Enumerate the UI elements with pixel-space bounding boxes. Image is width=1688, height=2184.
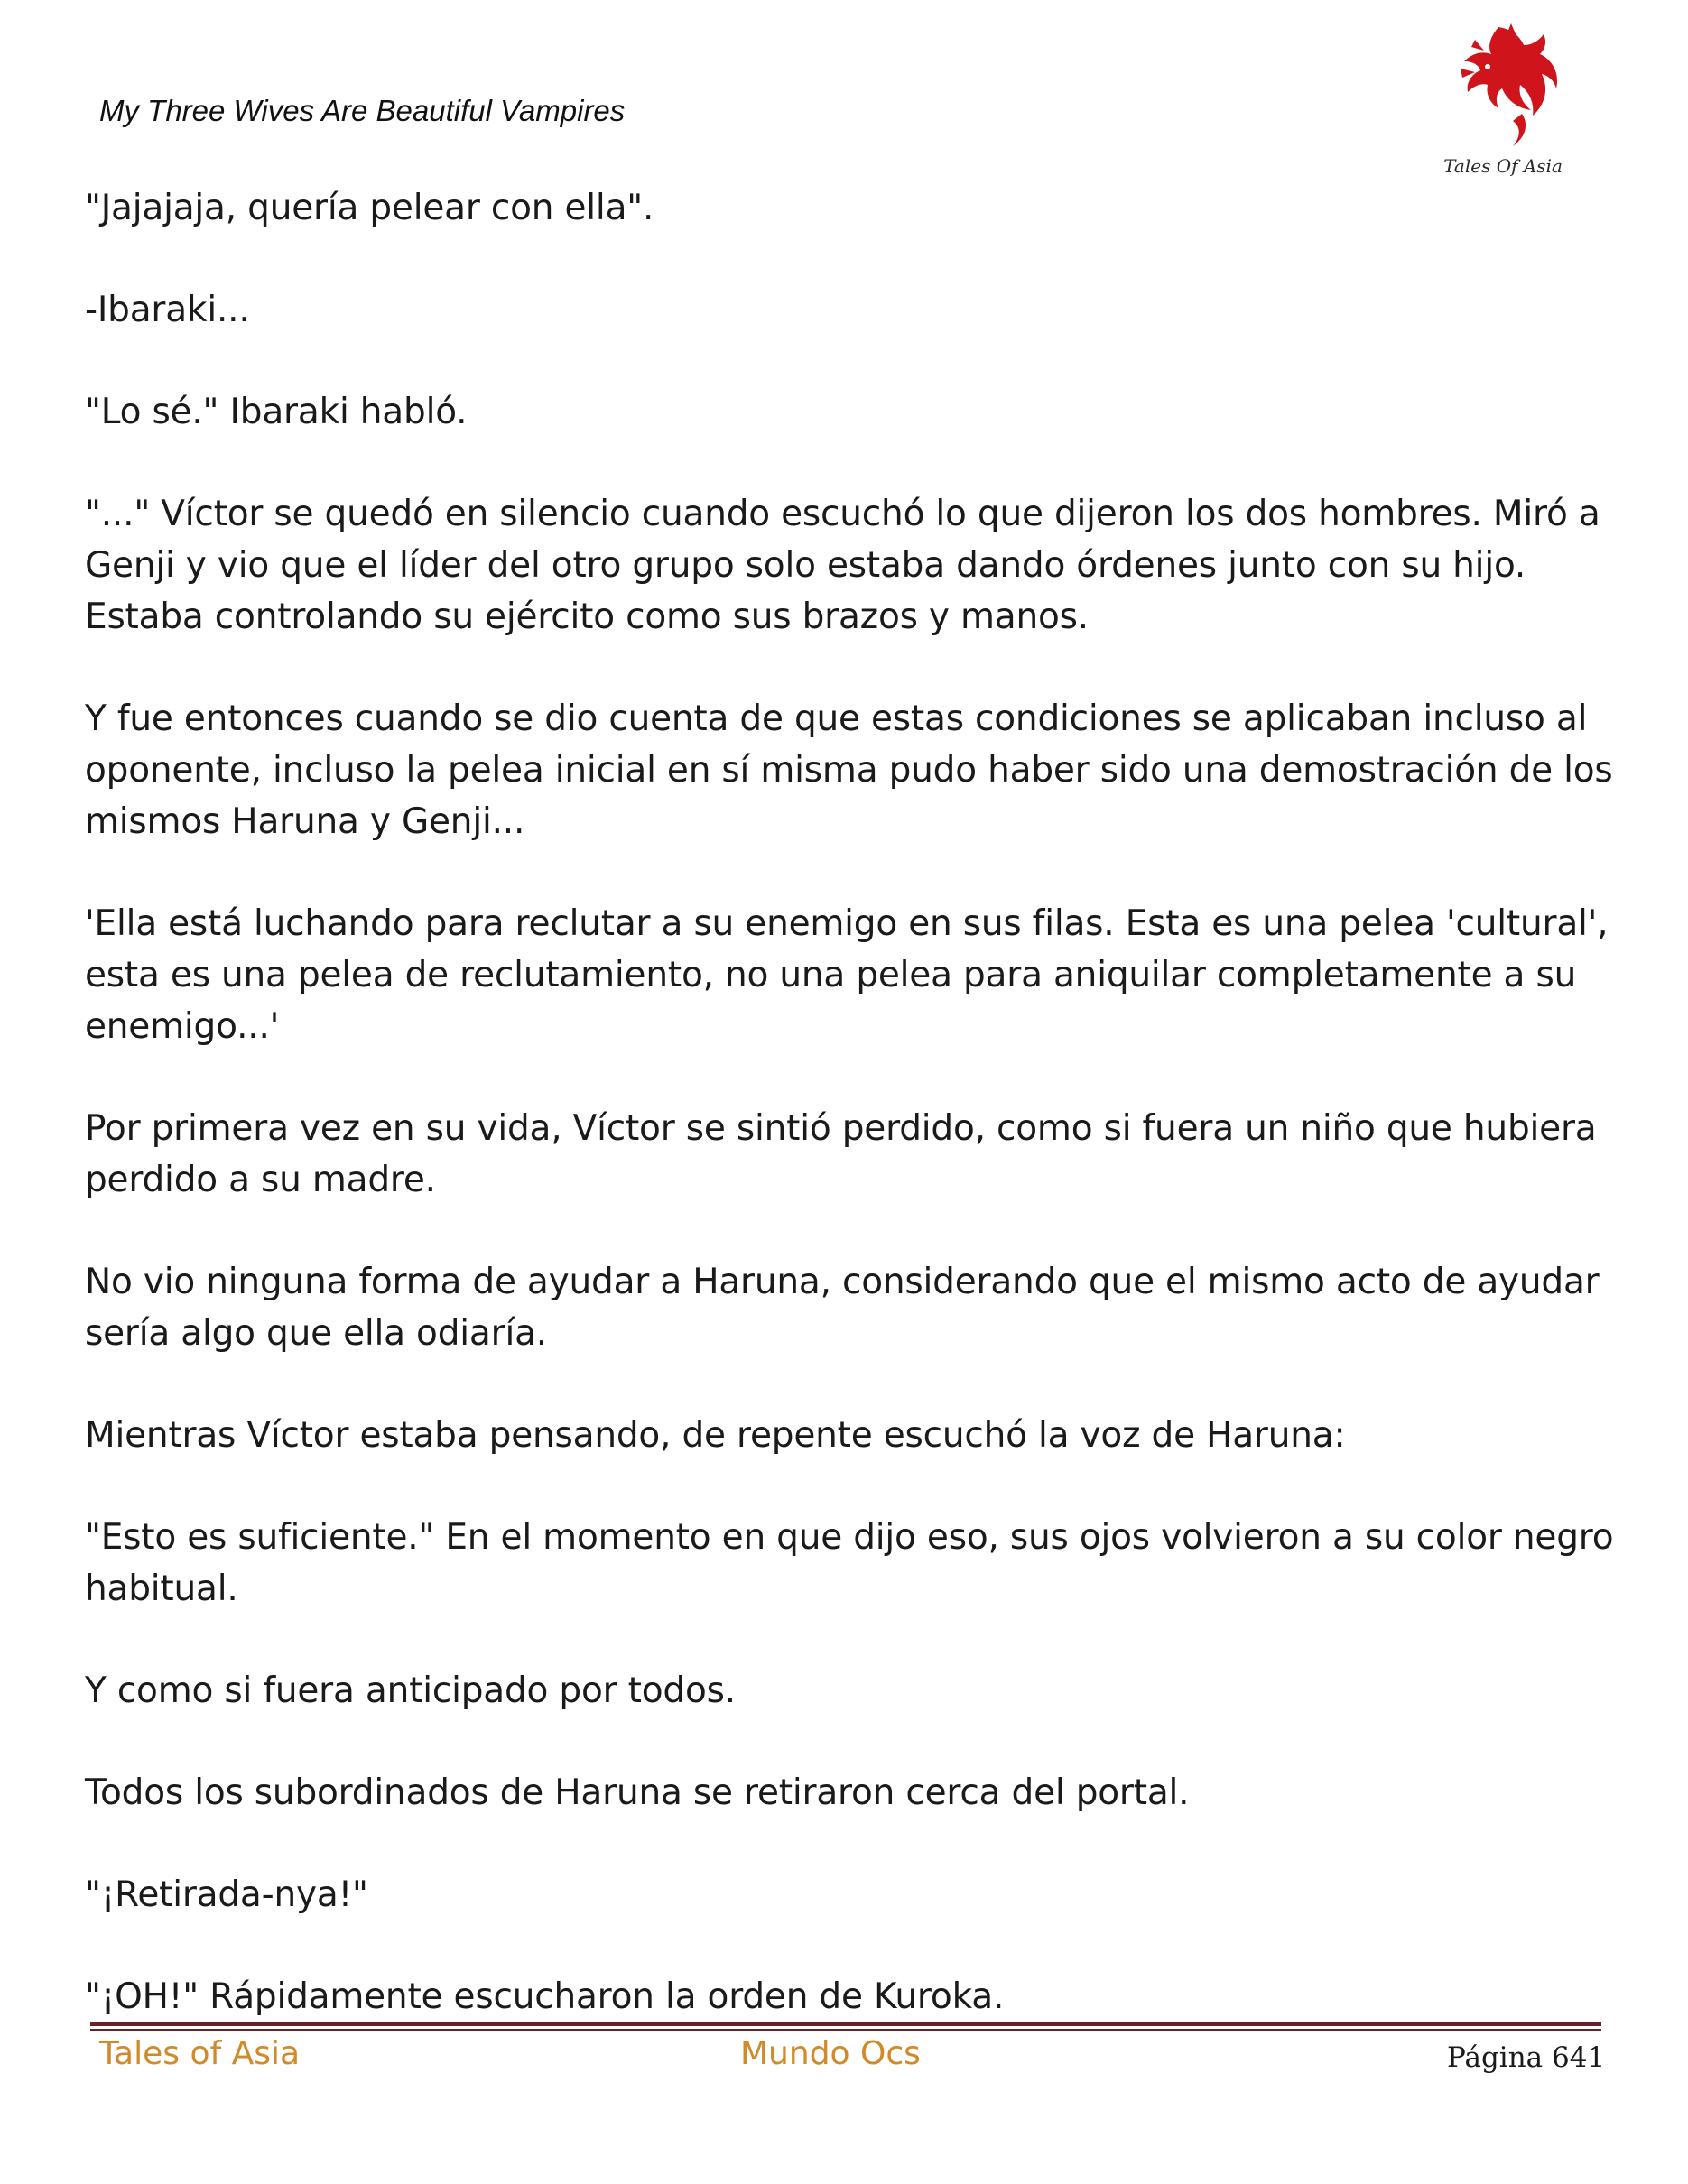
text-line: Mientras Víctor estaba pensando, de repente escuchó la voz de Haruna: bbox=[85, 1415, 1346, 1456]
paragraph bbox=[85, 898, 1619, 1052]
paragraph bbox=[85, 1103, 1619, 1206]
red-dragon-icon bbox=[1435, 20, 1571, 155]
text-line: esta es una pelea de reclutamiento, no una pelea para aniquilar completamente a su bbox=[85, 955, 1577, 995]
text-line: Y fue entonces cuando se dio cuenta de que estas condiciones se aplicaban incluso al bbox=[85, 699, 1588, 739]
text-line: "Jajajaja, quería pelear con ella". bbox=[85, 188, 654, 228]
text-line: 'Ella está luchando para reclutar a su enemigo en sus filas. Esta es una pelea 'cultural', bbox=[85, 903, 1609, 944]
paragraph bbox=[85, 1256, 1619, 1359]
footer-rule-thin bbox=[90, 2029, 1601, 2031]
paragraph bbox=[85, 693, 1619, 847]
text-line: "Lo sé." Ibaraki habló. bbox=[85, 392, 468, 432]
publisher-logo bbox=[1435, 20, 1571, 182]
book-title: My Three Wives Are Beautiful Vampires bbox=[99, 94, 626, 127]
chapter-body bbox=[85, 182, 1619, 2022]
text-line: habitual. bbox=[85, 1569, 238, 1609]
page-number: Página 641 bbox=[1447, 2041, 1606, 2074]
text-line: No vio ninguna forma de ayudar a Haruna, considerando que el mismo acto de ayudar bbox=[85, 1262, 1600, 1302]
text-line: Genji y vio que el líder del otro grupo solo estaba dando órdenes junto con su hijo. bbox=[85, 545, 1526, 586]
paragraph bbox=[85, 1869, 1619, 1920]
paragraph bbox=[85, 488, 1619, 643]
footer-section-name: Mundo Ocs bbox=[740, 2035, 921, 2072]
paragraph bbox=[85, 386, 1619, 438]
text-line: mismos Haruna y Genji... bbox=[85, 801, 525, 842]
text-line: perdido a su madre. bbox=[85, 1160, 436, 1200]
paragraph bbox=[85, 1665, 1619, 1717]
footer-rule bbox=[90, 2022, 1601, 2026]
paragraph bbox=[85, 1512, 1619, 1615]
text-line: enemigo...' bbox=[85, 1006, 280, 1047]
text-line: Estaba controlando su ejército como sus brazos y manos. bbox=[85, 597, 1089, 637]
text-line: sería algo que ella odiaría. bbox=[85, 1313, 547, 1354]
text-line: "¡OH!" Rápidamente escucharon la orden de Kuroka. bbox=[85, 1976, 1005, 2017]
text-line: Y como si fuera anticipado por todos. bbox=[85, 1670, 736, 1711]
paragraph bbox=[85, 284, 1619, 336]
text-line: Todos los subordinados de Haruna se retiraron cerca del portal. bbox=[85, 1772, 1190, 1813]
paragraph bbox=[85, 1410, 1619, 1461]
paragraph bbox=[85, 1971, 1619, 2022]
footer-site-name: Tales of Asia bbox=[99, 2035, 301, 2072]
paragraph bbox=[85, 182, 1619, 234]
text-line: Por primera vez en su vida, Víctor se sintió perdido, como si fuera un niño que hubiera bbox=[85, 1108, 1597, 1149]
text-line: "..." Víctor se quedó en silencio cuando escuchó lo que dijeron los dos hombres. Miró a bbox=[85, 494, 1600, 534]
text-line: "¡Retirada-nya!" bbox=[85, 1874, 368, 1915]
logo-text: Tales Of Asia bbox=[1443, 155, 1563, 177]
paragraph bbox=[85, 1767, 1619, 1818]
text-line: oponente, incluso la pelea inicial en sí misma pudo haber sido una demostración de los bbox=[85, 750, 1613, 791]
text-line: "Esto es suficiente." En el momento en que dijo eso, sus ojos volvieron a su color negro bbox=[85, 1517, 1614, 1558]
text-line: -Ibaraki... bbox=[85, 290, 250, 330]
